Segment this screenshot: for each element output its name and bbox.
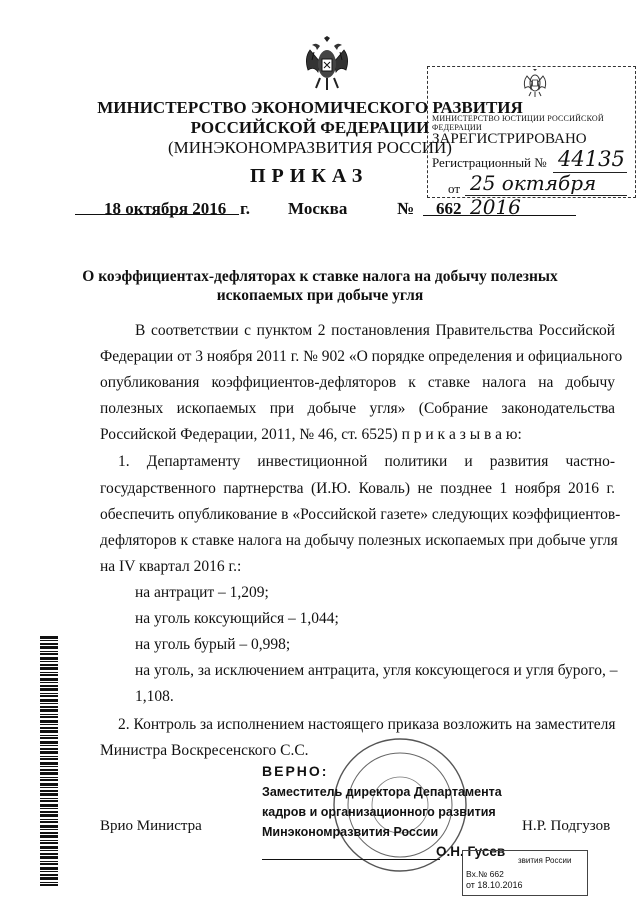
incoming-stamp-number: Вх.№ 662 <box>466 869 504 879</box>
order-number-sign: № <box>397 199 415 218</box>
order-date-underline <box>75 214 239 215</box>
body-line: Российской Федерации, 2011, № 46, ст. 6525) п р и к а з ы в а ю: <box>100 426 522 443</box>
certified-copy-line: кадров и организационного развития <box>262 805 496 819</box>
stamp-date-handwritten: 25 октября 2016 <box>470 171 597 219</box>
order-city: Москва <box>288 199 348 218</box>
incoming-stamp-line: звития России <box>518 856 572 865</box>
ministry-name-line2: РОССИЙСКОЙ ФЕДЕРАЦИИ <box>190 118 430 137</box>
stamp-emblem-icon <box>522 69 548 97</box>
coefficient-item: на уголь бурый – 0,998; <box>135 636 291 653</box>
body-line: 1. Департаменту инвестиционной политики и развития частно- <box>118 453 615 470</box>
ministry-abbreviation: (МИНЭКОНОМРАЗВИТИЯ РОССИИ) <box>168 138 452 157</box>
body-line: обеспечить опубликование в «Российской газете» следующих коэффициентов- <box>100 506 621 523</box>
body-line: государственного партнерства (И.Ю. Коваль) не позднее 1 ноября 2016 г. <box>100 480 615 497</box>
stamp-regnum-label: Регистрационный № <box>432 155 547 170</box>
stamp-date-label: от <box>448 181 461 196</box>
certified-copy-heading: ВЕРНО: <box>262 763 329 779</box>
stamp-date-underline <box>465 195 627 196</box>
barcode-icon <box>40 636 58 886</box>
coefficient-item: на антрацит – 1,209; <box>135 584 269 601</box>
coefficient-item-continued: 1,108. <box>135 688 174 705</box>
order-number: 662 <box>436 199 462 218</box>
coat-of-arms-emblem-icon <box>302 36 352 90</box>
signatory-name: Н.Р. Подгузов <box>522 818 611 834</box>
document-type-heading: ПРИКАЗ <box>250 165 369 187</box>
stamp-registered-label: ЗАРЕГИСТРИРОВАНО <box>432 131 587 147</box>
body-line: Федерации от 3 ноября 2011 г. № 902 «О порядке определения и официального <box>100 348 623 365</box>
body-line: дефляторов к ставке налога на добычу полезных ископаемых при добыче угля <box>100 532 618 549</box>
body-line: полезных ископаемых при добыче угля» (Собрание законодательства <box>100 400 615 417</box>
certified-copy-line: Минэкономразвития России <box>262 825 439 839</box>
signatory-position: Врио Министра <box>100 818 202 834</box>
body-line: В соответствии с пунктом 2 постановления Правительства Российской <box>135 322 615 339</box>
order-title-line2: ископаемых при добыче угля <box>216 287 424 304</box>
body-line: 2. Контроль за исполнением настоящего приказа возложить на заместителя <box>118 716 616 733</box>
stamp-ministry-text: МИНИСТЕРСТВО ЮСТИЦИИ РОССИЙСКОЙ ФЕДЕРАЦИИ <box>432 114 604 132</box>
certified-copy-name: О.Н. Гусев <box>436 844 506 859</box>
certified-copy-line: Заместитель директора Департамента <box>262 785 502 799</box>
incoming-stamp-date: от 18.10.2016 <box>466 880 523 890</box>
order-date-suffix: г. <box>240 199 251 218</box>
order-date: 18 октября 2016 <box>104 199 227 218</box>
stamp-regnum-handwritten: 44135 <box>558 147 625 171</box>
order-title-line1: О коэффициентах-дефляторах к ставке налога на добычу полезных <box>82 268 558 285</box>
coefficient-item: на уголь коксующийся – 1,044; <box>135 610 339 627</box>
order-number-underline <box>423 215 576 216</box>
body-line: Министра Воскресенского С.С. <box>100 742 309 759</box>
ministry-name-line1: МИНИСТЕРСТВО ЭКОНОМИЧЕСКОГО РАЗВИТИЯ <box>97 98 523 117</box>
certified-copy-signature-line <box>262 859 440 860</box>
body-line: опубликования коэффициентов-дефляторов к ставке налога на добычу <box>100 374 615 391</box>
body-line: на IV квартал 2016 г.: <box>100 558 242 575</box>
coefficient-item: на уголь, за исключением антрацита, угля коксующегося и угля бурого, – <box>135 662 618 679</box>
